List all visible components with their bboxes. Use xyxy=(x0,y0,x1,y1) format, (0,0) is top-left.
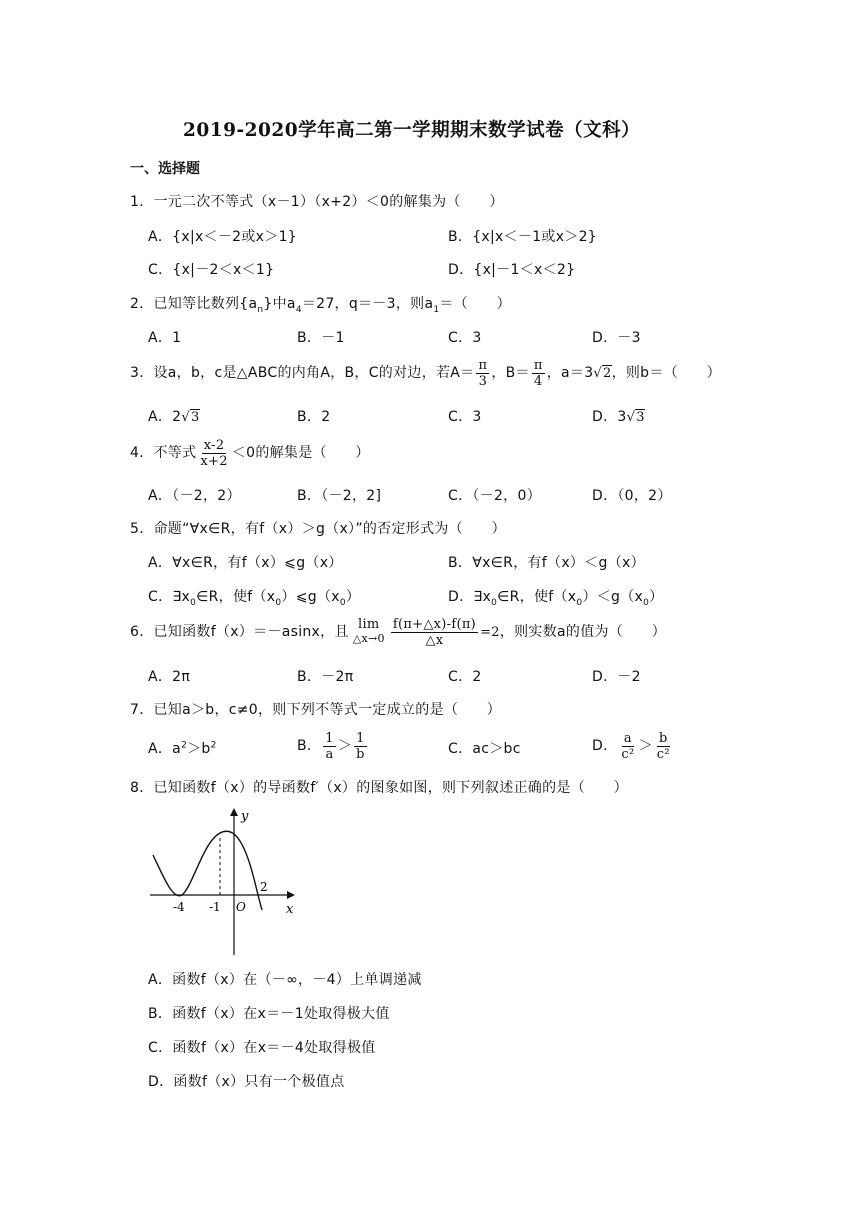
question-6-option-a: A．2π xyxy=(148,669,191,685)
question-5-option-b: B．∀x∈R，有f（x）＜g（x） xyxy=(448,555,645,571)
derivative-graph xyxy=(145,800,305,960)
question-8-stem: 8．已知函数f（x）的导函数f′（x）的图象如图，则下列叙述正确的是（ ） xyxy=(130,780,628,796)
question-4-stem: 4．不等式 $\frac{x-2}{x+2}$ ＜0的解集是（ ） xyxy=(130,437,370,469)
question-8-option-b: B．函数f（x）在x＝－1处取得极大值 xyxy=(148,1006,390,1022)
x-axis-arrow xyxy=(287,891,295,899)
question-2-option-b: B．－1 xyxy=(297,330,345,346)
section-heading: 一、选择题 xyxy=(130,161,200,177)
derivative-curve xyxy=(153,831,262,910)
question-7-option-b: B． $\frac{1}{a}$ ＞ $\frac{1}{b}$ xyxy=(297,730,365,762)
fraction-pi-over-3: $\frac{\pi}{3}$ xyxy=(478,357,488,389)
question-1-option-b: B．{x|x＜－1或x＞2} xyxy=(448,229,598,245)
question-8-option-c: C．函数f（x）在x＝－4处取得极值 xyxy=(148,1040,376,1056)
question-5-option-a: A．∀x∈R，有f（x）⩽g（x） xyxy=(148,555,343,571)
question-4-option-d: D．（0，2） xyxy=(592,488,672,504)
origin-label: O xyxy=(236,900,246,914)
difference-quotient: $\frac{f(\pi+\triangle x)-f(\pi)}{\triangle x}$ xyxy=(392,616,477,648)
fraction-inequality: $\frac{x-2}{x+2}$ xyxy=(200,437,228,469)
page-title: 2019-2020学年高二第一学期期末数学试卷（文科） xyxy=(183,120,641,141)
question-6-stem: 6．已知函数f（x）＝－asinx，且 lim △x→0 $\frac{f(\pi+\triangle x)-f(\pi)}{\triangle x}$ =2，则实数a的值为（ ） xyxy=(130,616,667,648)
question-6-option-c: C．2 xyxy=(448,669,482,685)
question-8-option-d: D．函数f（x）只有一个极值点 xyxy=(148,1074,345,1090)
x-axis-label: x xyxy=(286,902,294,917)
question-1-stem: 1．一元二次不等式（x－1）（x+2）＜0的解集为（ ） xyxy=(130,194,504,210)
question-2-option-d: D．－3 xyxy=(592,330,641,346)
question-5-option-d: D．$\exists x_0\in R$，使$f(x_0)<g(x_0)$ xyxy=(448,589,664,608)
question-1-option-a: A．{x|x＜－2或x＞1} xyxy=(148,229,297,245)
limit-operator: lim △x→0 xyxy=(352,617,385,645)
question-7-option-c: C．ac＞bc xyxy=(448,741,521,757)
question-5-option-c: C．$\exists x_0\in R$，使$f(x_0)⩽g(x_0)$ xyxy=(148,589,361,608)
question-2-option-a: A．1 xyxy=(148,330,182,346)
question-1-option-c: C．{x|－2＜x＜1} xyxy=(148,262,275,278)
question-1-option-d: D．{x|－1＜x＜2} xyxy=(448,262,576,278)
question-5-stem: 5．命题“∀x∈R，有f（x）＞g（x）”的否定形式为（ ） xyxy=(130,521,506,537)
question-6-option-b: B．－2π xyxy=(297,669,354,685)
question-3-option-d: D．3√3 xyxy=(592,409,645,425)
y-axis-arrow xyxy=(230,808,238,816)
question-2-option-c: C．3 xyxy=(448,330,482,346)
question-7-stem: 7．已知a＞b，c≠0，则下列不等式一定成立的是（ ） xyxy=(130,702,502,718)
question-2-stem: 2．已知等比数列$\{a_n\}$中$a_4=27$，q＝－3，则$a_1=$（ ） xyxy=(130,296,511,315)
question-3-option-a: A．2√3 xyxy=(148,409,200,425)
question-3-option-b: B．2 xyxy=(297,409,331,425)
question-3-stem: 3．设a，b，c是△ABC的内角A，B，C的对边，若A＝ $\frac{\pi}{3}$ ，B＝ $\frac{\pi}{4}$ ，a＝3√2，则b＝（ ） xyxy=(130,357,721,389)
question-4-option-a: A．（－2，2） xyxy=(148,488,241,504)
question-4-option-b: B．（－2，2] xyxy=(297,488,382,504)
question-7-option-a: A．$a^2>b^2$ xyxy=(148,740,217,757)
question-4-option-c: C．（－2，0） xyxy=(448,488,541,504)
tick-label-2: 2 xyxy=(260,880,268,894)
question-3-option-c: C．3 xyxy=(448,409,482,425)
y-axis-label: y xyxy=(241,809,249,824)
question-8-option-a: A．函数f（x）在（－∞，－4）上单调递减 xyxy=(148,972,422,988)
tick-label-neg1: -1 xyxy=(209,900,221,914)
question-7-option-d: D． $\frac{a}{\text{c²}}$ ＞ $\frac{b}{\text{c²}}$ xyxy=(592,730,670,762)
question-6-option-d: D．－2 xyxy=(592,669,641,685)
tick-label-neg4: -4 xyxy=(173,900,185,914)
fraction-pi-over-4: $\frac{\pi}{4}$ xyxy=(533,357,543,389)
